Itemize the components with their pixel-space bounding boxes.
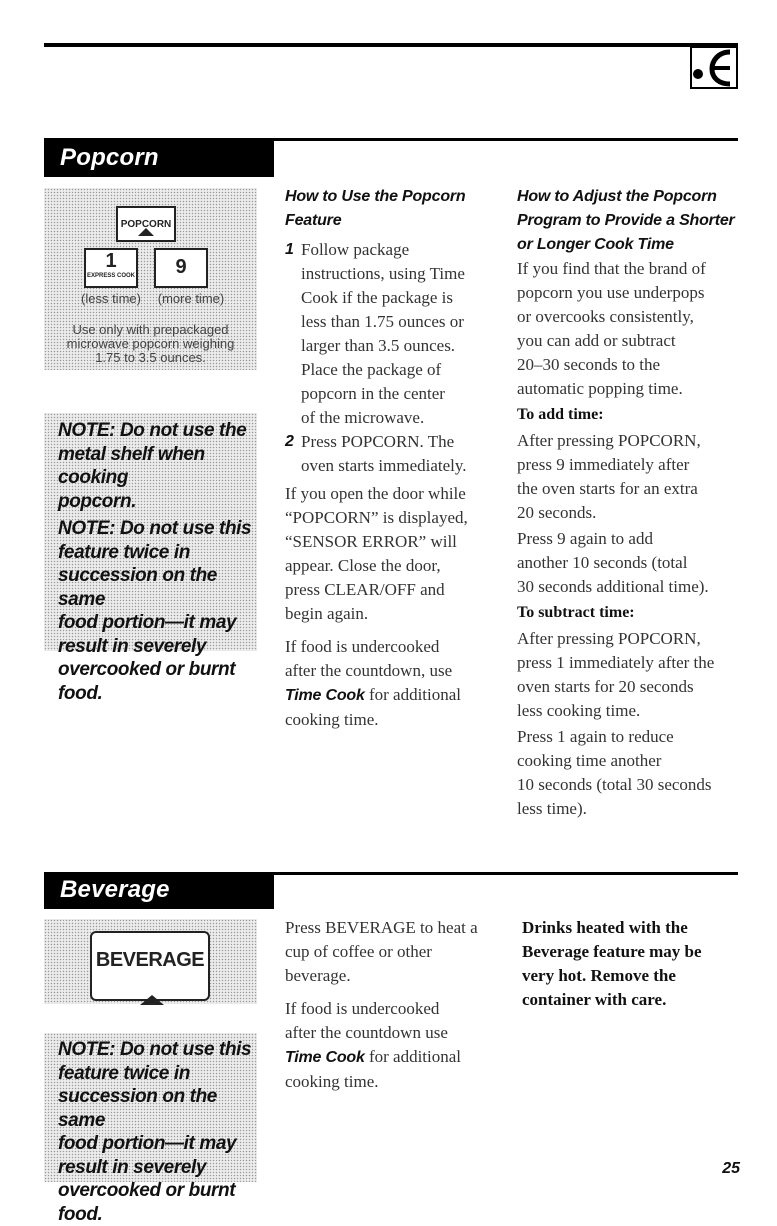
step-line: instructions, using Time [301,264,465,283]
body-line: “SENSOR ERROR” will [285,532,457,551]
body-line: After pressing POPCORN, [517,431,701,450]
body-line: you can add or subtract [517,331,676,350]
note-line: result in severely [58,1156,207,1178]
body-line: after the countdown, use [285,661,453,680]
note-line: result in severely [58,635,207,657]
note-line: feature twice in [58,541,190,563]
body-line: after the countdown use [285,1023,448,1042]
keypad-caption-line-3: 1.75 to 3.5 ounces. [95,350,206,365]
beverage-key-pointer [140,995,164,1005]
beverage-key-illustration [44,919,257,1004]
step-1-number: 1 [285,241,294,258]
adjust-heading-line: Program to Provide a Shorter [517,212,735,229]
body-line: beverage. [285,966,351,985]
popcorn-key-pointer [138,228,154,236]
body-line: press 1 immediately after the [517,653,715,672]
page-number: 25 [722,1160,740,1177]
body-line: cooking time. [285,710,379,729]
popcorn-section-title: Popcorn [44,141,274,177]
note-line: NOTE: Do not use this [58,1039,252,1060]
body-line: Press 9 again to add [517,529,653,548]
step-line: less than 1.75 ounces or [301,312,464,331]
note-line: popcorn. [58,490,137,512]
body-line: the oven starts for an extra [517,479,698,498]
body-line: If you find that the brand of [517,259,706,278]
beverage-instructions-column [285,916,510,1094]
body-line: appear. Close the door, [285,556,441,575]
warning-line: Drinks heated with the [522,918,688,937]
warning-line: Beverage feature may be [522,942,702,961]
key-9-label: 9 [175,256,187,278]
subtract-time-heading: To subtract time: [517,604,635,621]
body-line: cooking time. [285,1072,379,1091]
warning-line: very hot. Remove the [522,966,676,985]
key-9 [154,248,208,288]
body-line: press CLEAR/OFF and [285,580,445,599]
body-line: cooking time another [517,751,662,770]
step-line: Press POPCORN. The [301,432,455,451]
body-line [285,683,505,708]
body-line: 30 seconds additional time). [517,577,709,596]
note-line: feature twice in [58,1062,190,1084]
body-line: or overcooks consistently, [517,307,694,326]
note-line: NOTE: Do not use this [58,518,252,539]
adjust-heading-line: How to Adjust the Popcorn [517,188,717,205]
step-2 [285,430,505,478]
note-line: succession on the same [58,565,217,610]
body-line: less time). [517,799,587,818]
popcorn-key [116,206,176,242]
body-line: If food is undercooked [285,637,440,656]
body-line: popcorn you use underpops [517,283,705,302]
use-heading-line: How to Use the Popcorn [285,188,466,205]
less-time-label: (less time) [81,291,141,306]
body-fragment: for additional [364,1047,462,1066]
body-line: If food is undercooked [285,999,440,1018]
key-1-sub-label: EXPRESS COOK [86,273,135,279]
step-line: Place the package of [301,360,442,379]
e-tab-icon [690,47,738,89]
express-cook-key-1 [84,248,138,288]
beverage-note-box [44,1033,257,1225]
body-line: another 10 seconds (total [517,553,688,572]
use-heading-line: Feature [285,212,342,229]
beverage-key [90,931,210,1001]
beverage-warning-column [522,916,752,1012]
step-1 [285,238,505,430]
beverage-key-label: BEVERAGE [95,949,205,971]
note-line: food portion—it may [58,612,237,633]
body-line: cup of coffee or other [285,942,432,961]
body-line [285,1045,510,1070]
body-line: begin again. [285,604,369,623]
step-line: oven starts immediately. [301,456,467,475]
beverage-section-title: Beverage [44,875,274,909]
popcorn-use-column [285,185,505,732]
body-line: less cooking time. [517,701,641,720]
body-line: Press 1 again to reduce [517,727,674,746]
keypad-caption-line-1: Use only with prepackaged [72,322,229,337]
step-line: Cook if the package is [301,288,454,307]
popcorn-adjust-column [517,185,749,821]
body-line: 20 seconds. [517,503,597,522]
warning-line: container with care. [522,990,667,1009]
body-line: After pressing POPCORN, [517,629,701,648]
keypad-caption-line-2: microwave popcorn weighing [66,336,235,351]
body-fragment: for additional [364,685,462,704]
step-line: larger than 3.5 ounces. [301,336,456,355]
top-rule [44,43,738,47]
time-cook-term: Time Cook [285,687,365,704]
note-line: food portion—it may [58,1133,237,1154]
body-line: 10 seconds (total 30 seconds [517,775,712,794]
body-line: automatic popping time. [517,379,683,398]
step-2-number: 2 [285,433,294,450]
note-line: NOTE: Do not use the [58,420,247,441]
body-line: Press BEVERAGE to heat a [285,918,478,937]
key-1-label: 1 [105,250,117,272]
note-line: overcooked or burnt food. [58,1180,236,1225]
popcorn-keypad-illustration [44,188,257,370]
step-line: Follow package [301,240,410,259]
note-line: succession on the same [58,1086,217,1131]
popcorn-note-box [44,413,257,704]
more-time-label: (more time) [157,291,225,306]
adjust-heading-line: or Longer Cook Time [517,236,674,253]
popcorn-key-label: POPCORN [120,219,172,230]
body-line: 20–30 seconds to the [517,355,661,374]
note-line: metal shelf when cooking [58,443,205,488]
body-line: If you open the door while [285,484,466,503]
step-line: of the microwave. [301,408,425,427]
note-line: overcooked or burnt food. [58,659,236,704]
step-line: popcorn in the center [301,384,445,403]
time-cook-term: Time Cook [285,1049,365,1066]
body-line: “POPCORN” is displayed, [285,508,468,527]
body-line: press 9 immediately after [517,455,690,474]
body-line: oven starts for 20 seconds [517,677,694,696]
add-time-heading: To add time: [517,406,604,423]
